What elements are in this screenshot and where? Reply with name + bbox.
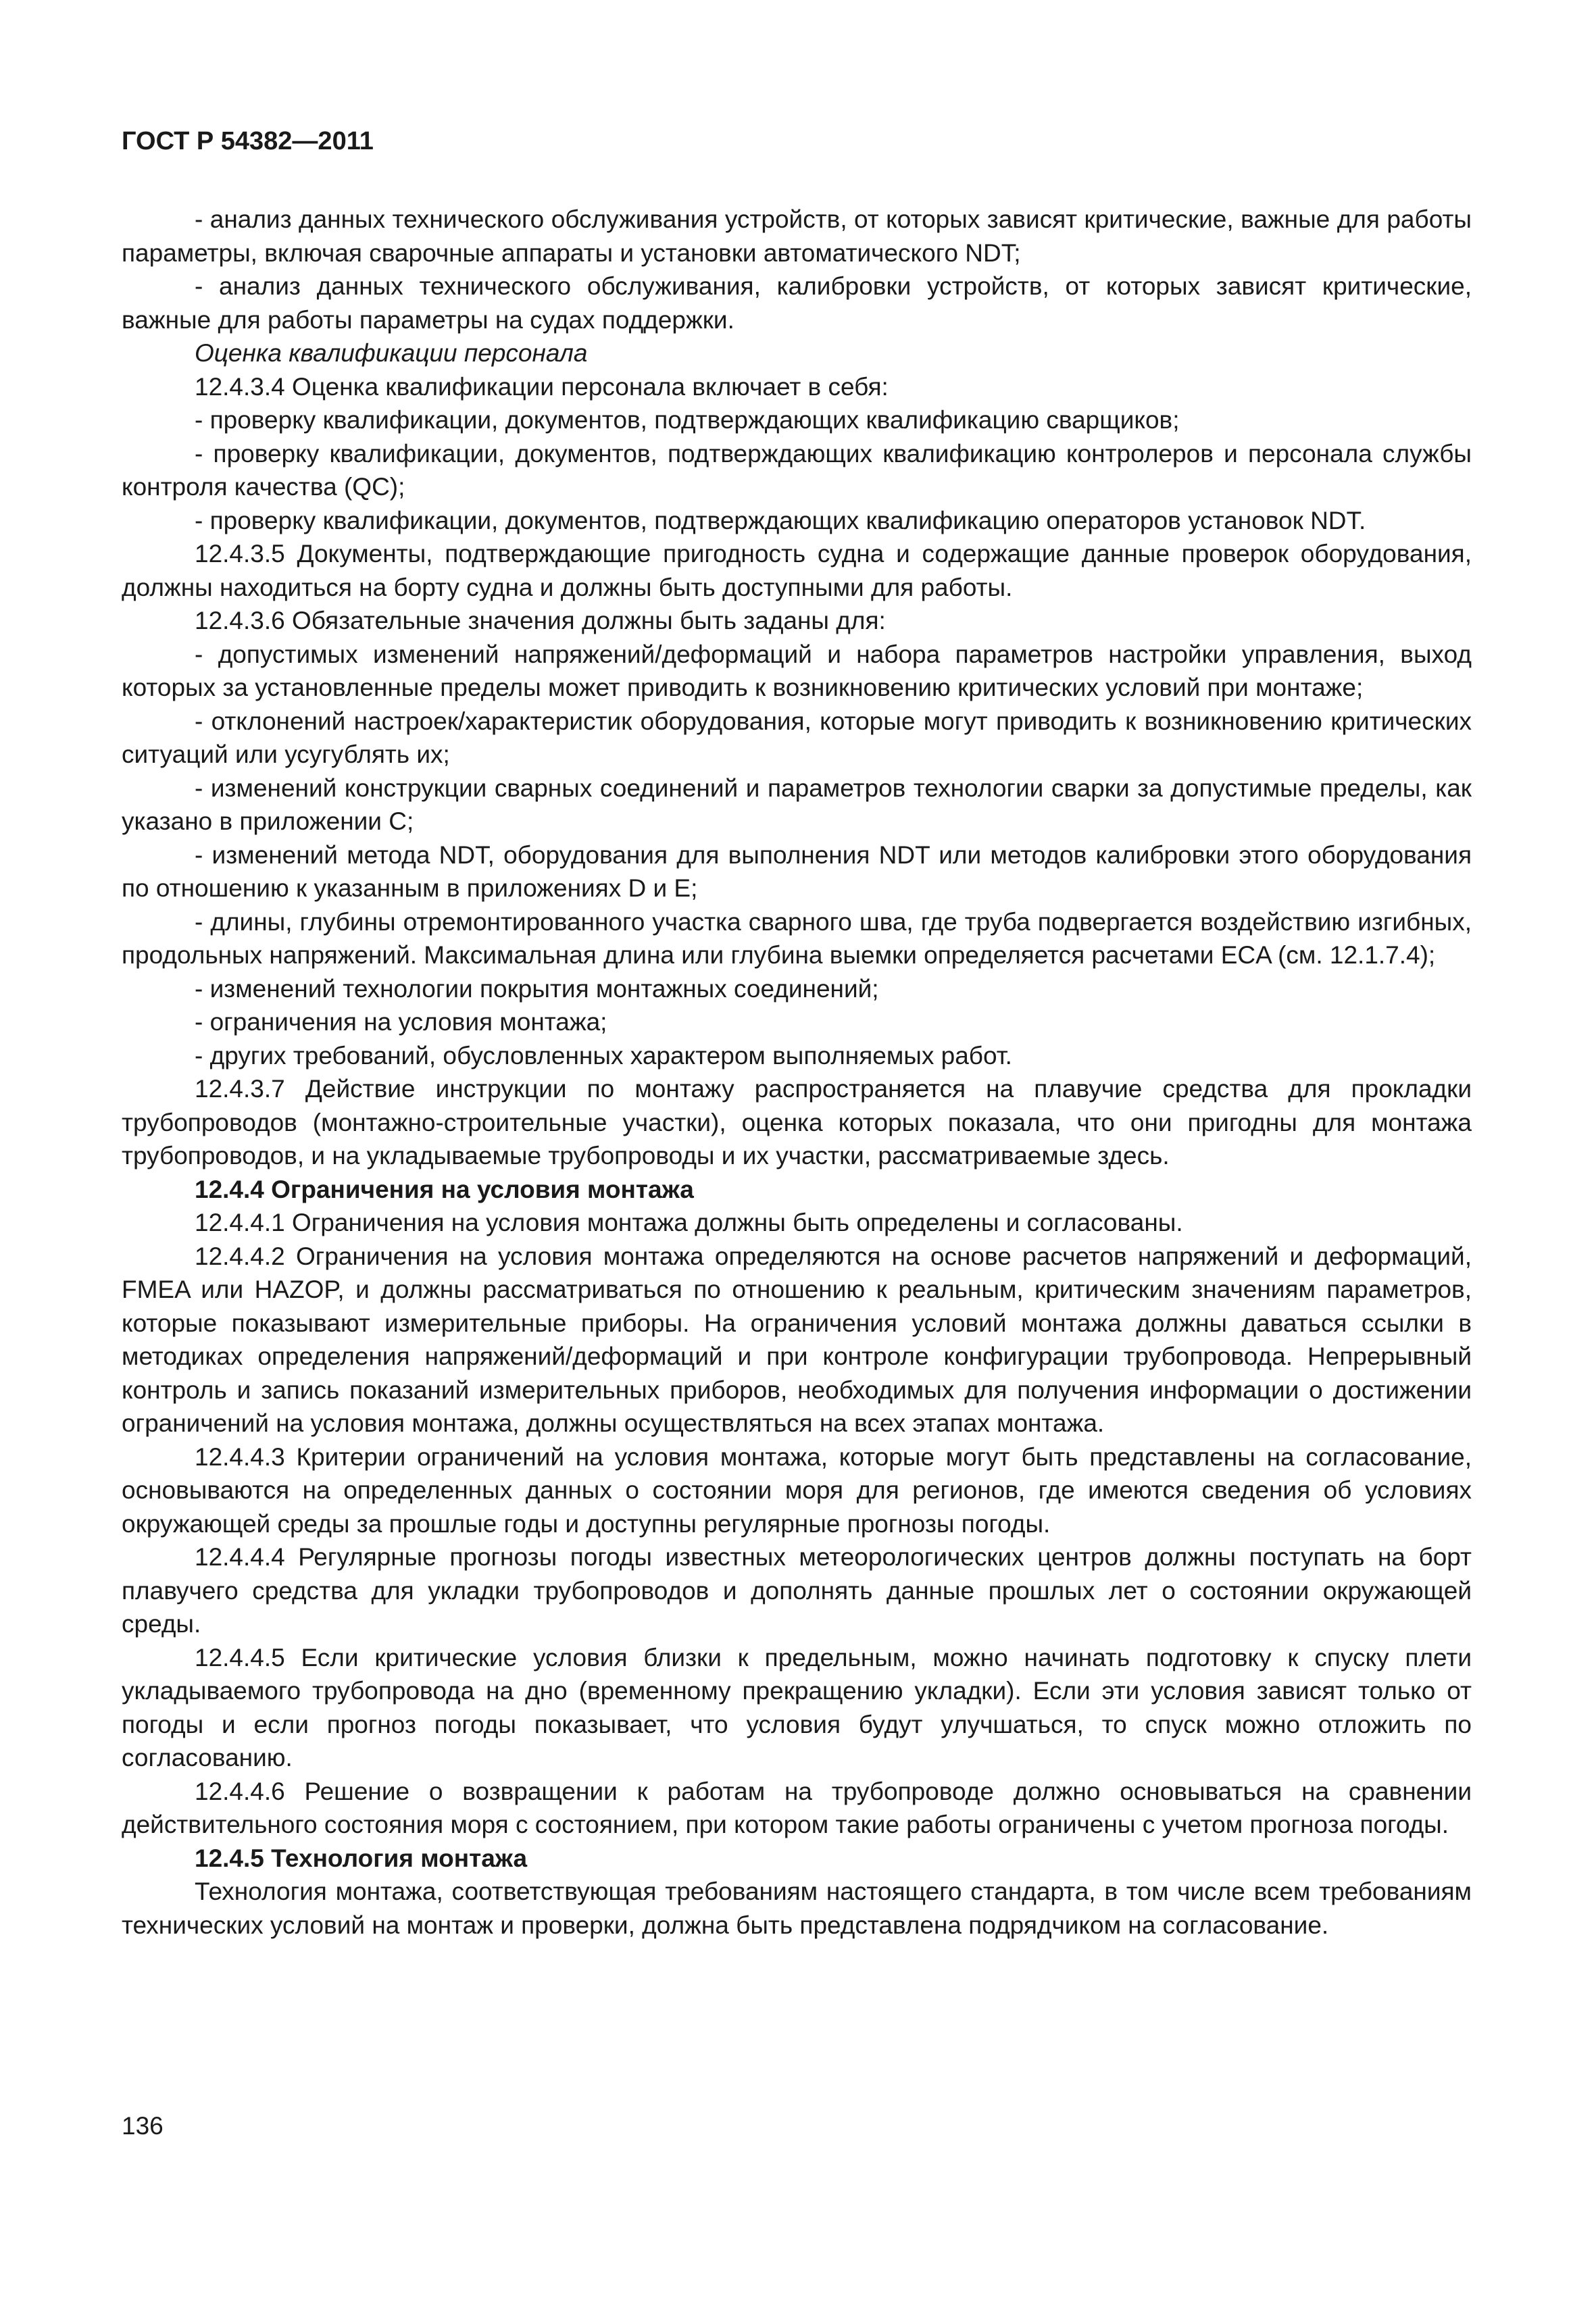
section-heading: 12.4.4 Ограничения на условия монтажа (195, 1175, 694, 1203)
paragraph: 12.4.4.4 Регулярные прогнозы погоды известных метеорологических центров должны поступать на борт плавучего средства для укладки трубопроводов и дополнять данные прошлых лет о состоянии окружающей среды. (122, 1543, 1472, 1638)
paragraph: - изменений метода NDT, оборудования для выполнения NDT или методов калибровки этого оборудования по отношению к указанным в приложениях D и E; (122, 840, 1472, 902)
paragraph: 12.4.4.6 Решение о возвращении к работам на трубопроводе должно основываться на сравнении действительного состояния моря с состоянием, при котором такие работы ограничены с учетом прогноза погоды. (122, 1777, 1472, 1838)
paragraph: - проверку квалификации, документов, подтверждающих квалификацию контролеров и персонала службы контроля качества (QC); (122, 439, 1472, 501)
standard-header: ГОСТ Р 54382—2011 (122, 127, 374, 155)
paragraph: Технология монтажа, соответствующая требованиям настоящего стандарта, в том числе всем требованиям технических условий на монтаж и проверки, должна быть представлена подрядчиком на согласование. (122, 1878, 1472, 1939)
paragraph: 12.4.3.6 Обязательные значения должны быть заданы для: (195, 607, 886, 634)
paragraph: 12.4.3.7 Действие инструкции по монтажу распространяется на плавучие средства для прокладки трубопроводов (монтажно-строительные участки), оценка которых показала, что они пригодны для монтажа трубопроводов, и на укладываемые трубопроводы и их участки, рассматриваемые здесь. (122, 1075, 1472, 1169)
paragraph: - изменений технологии покрытия монтажных соединений; (195, 974, 879, 1003)
page-number: 136 (122, 2112, 164, 2140)
paragraph: 12.4.4.1 Ограничения на условия монтажа должны быть определены и согласованы. (195, 1209, 1183, 1236)
section-subtitle: Оценка квалификации персонала (195, 339, 588, 367)
paragraph: - допустимых изменений напряжений/деформаций и набора параметров настройки управления, выход которых за установленные пределы может приводить к возникновению критических условий при монтаже; (122, 640, 1472, 701)
paragraph: - анализ данных технического обслуживания, калибровки устройств, от которых зависят критические, важные для работы параметры на судах поддержки. (122, 272, 1472, 334)
paragraph: - ограничения на условия монтажа; (195, 1008, 607, 1036)
paragraph: - проверку квалификации, документов, подтверждающих квалификацию операторов установок NDT. (195, 506, 1366, 534)
paragraph: 12.4.4.2 Ограничения на условия монтажа определяются на основе расчетов напряжений и деформаций, FMEA или HAZOP, и должны рассматриваться по отношению к реальным, критическим значениям параметров, которые показывают измерительные приборы. На ограничения условий монтажа должны даваться ссылки в методиках определения напряжений/деформаций и при контроле конфигурации трубопровода. Непрерывный контроль и запись показаний измерительных приборов, необходимых для получения информации о достижении ограничений на условия монтажа, должны осуществляться на всех этапах монтажа. (122, 1242, 1472, 1437)
document-body (122, 203, 1472, 1942)
paragraph: 12.4.4.3 Критерии ограничений на условия монтажа, которые могут быть представлены на согласование, основываются на определенных данных о состоянии моря для регионов, где имеются сведения об условиях окружающей среды за прошлые годы и доступны регулярные прогнозы погоды. (122, 1442, 1472, 1538)
paragraph: 12.4.3.4 Оценка квалификации персонала включает в себя: (195, 372, 889, 401)
paragraph: 12.4.4.5 Если критические условия близки к предельным, можно начинать подготовку к спуску плети укладываемого трубопровода на дно (временному прекращению укладки). Если эти условия зависят только от погоды и если прогноз погоды показывает, что условия будут улучшаться, то спуск можно отложить по согласованию. (122, 1643, 1472, 1771)
paragraph: - длины, глубины отремонтированного участка сварного шва, где труба подвергается воздействию изгибных, продольных напряжений. Максимальная длина или глубина выемки определяется расчетами ECA (см. 12.1.7.4); (122, 907, 1472, 969)
paragraph: - изменений конструкции сварных соединений и параметров технологии сварки за допустимые пределы, как указано в приложении С; (122, 774, 1472, 835)
paragraph: - отклонений настроек/характеристик оборудования, которые могут приводить к возникновению критических ситуаций или усугублять их; (122, 707, 1472, 768)
paragraph: - анализ данных технического обслуживания устройств, от которых зависят критические, важные для работы параметры, включая сварочные аппараты и установки автоматического NDT; (122, 205, 1472, 267)
paragraph: - проверку квалификации, документов, подтверждающих квалификацию сварщиков; (195, 406, 1180, 434)
paragraph: 12.4.3.5 Документы, подтверждающие пригодность судна и содержащие данные проверок оборудования, должны находиться на борту судна и должны быть доступными для работы. (122, 540, 1472, 601)
paragraph: - других требований, обусловленных характером выполняемых работ. (195, 1041, 1012, 1070)
section-heading: 12.4.5 Технология монтажа (195, 1844, 528, 1872)
